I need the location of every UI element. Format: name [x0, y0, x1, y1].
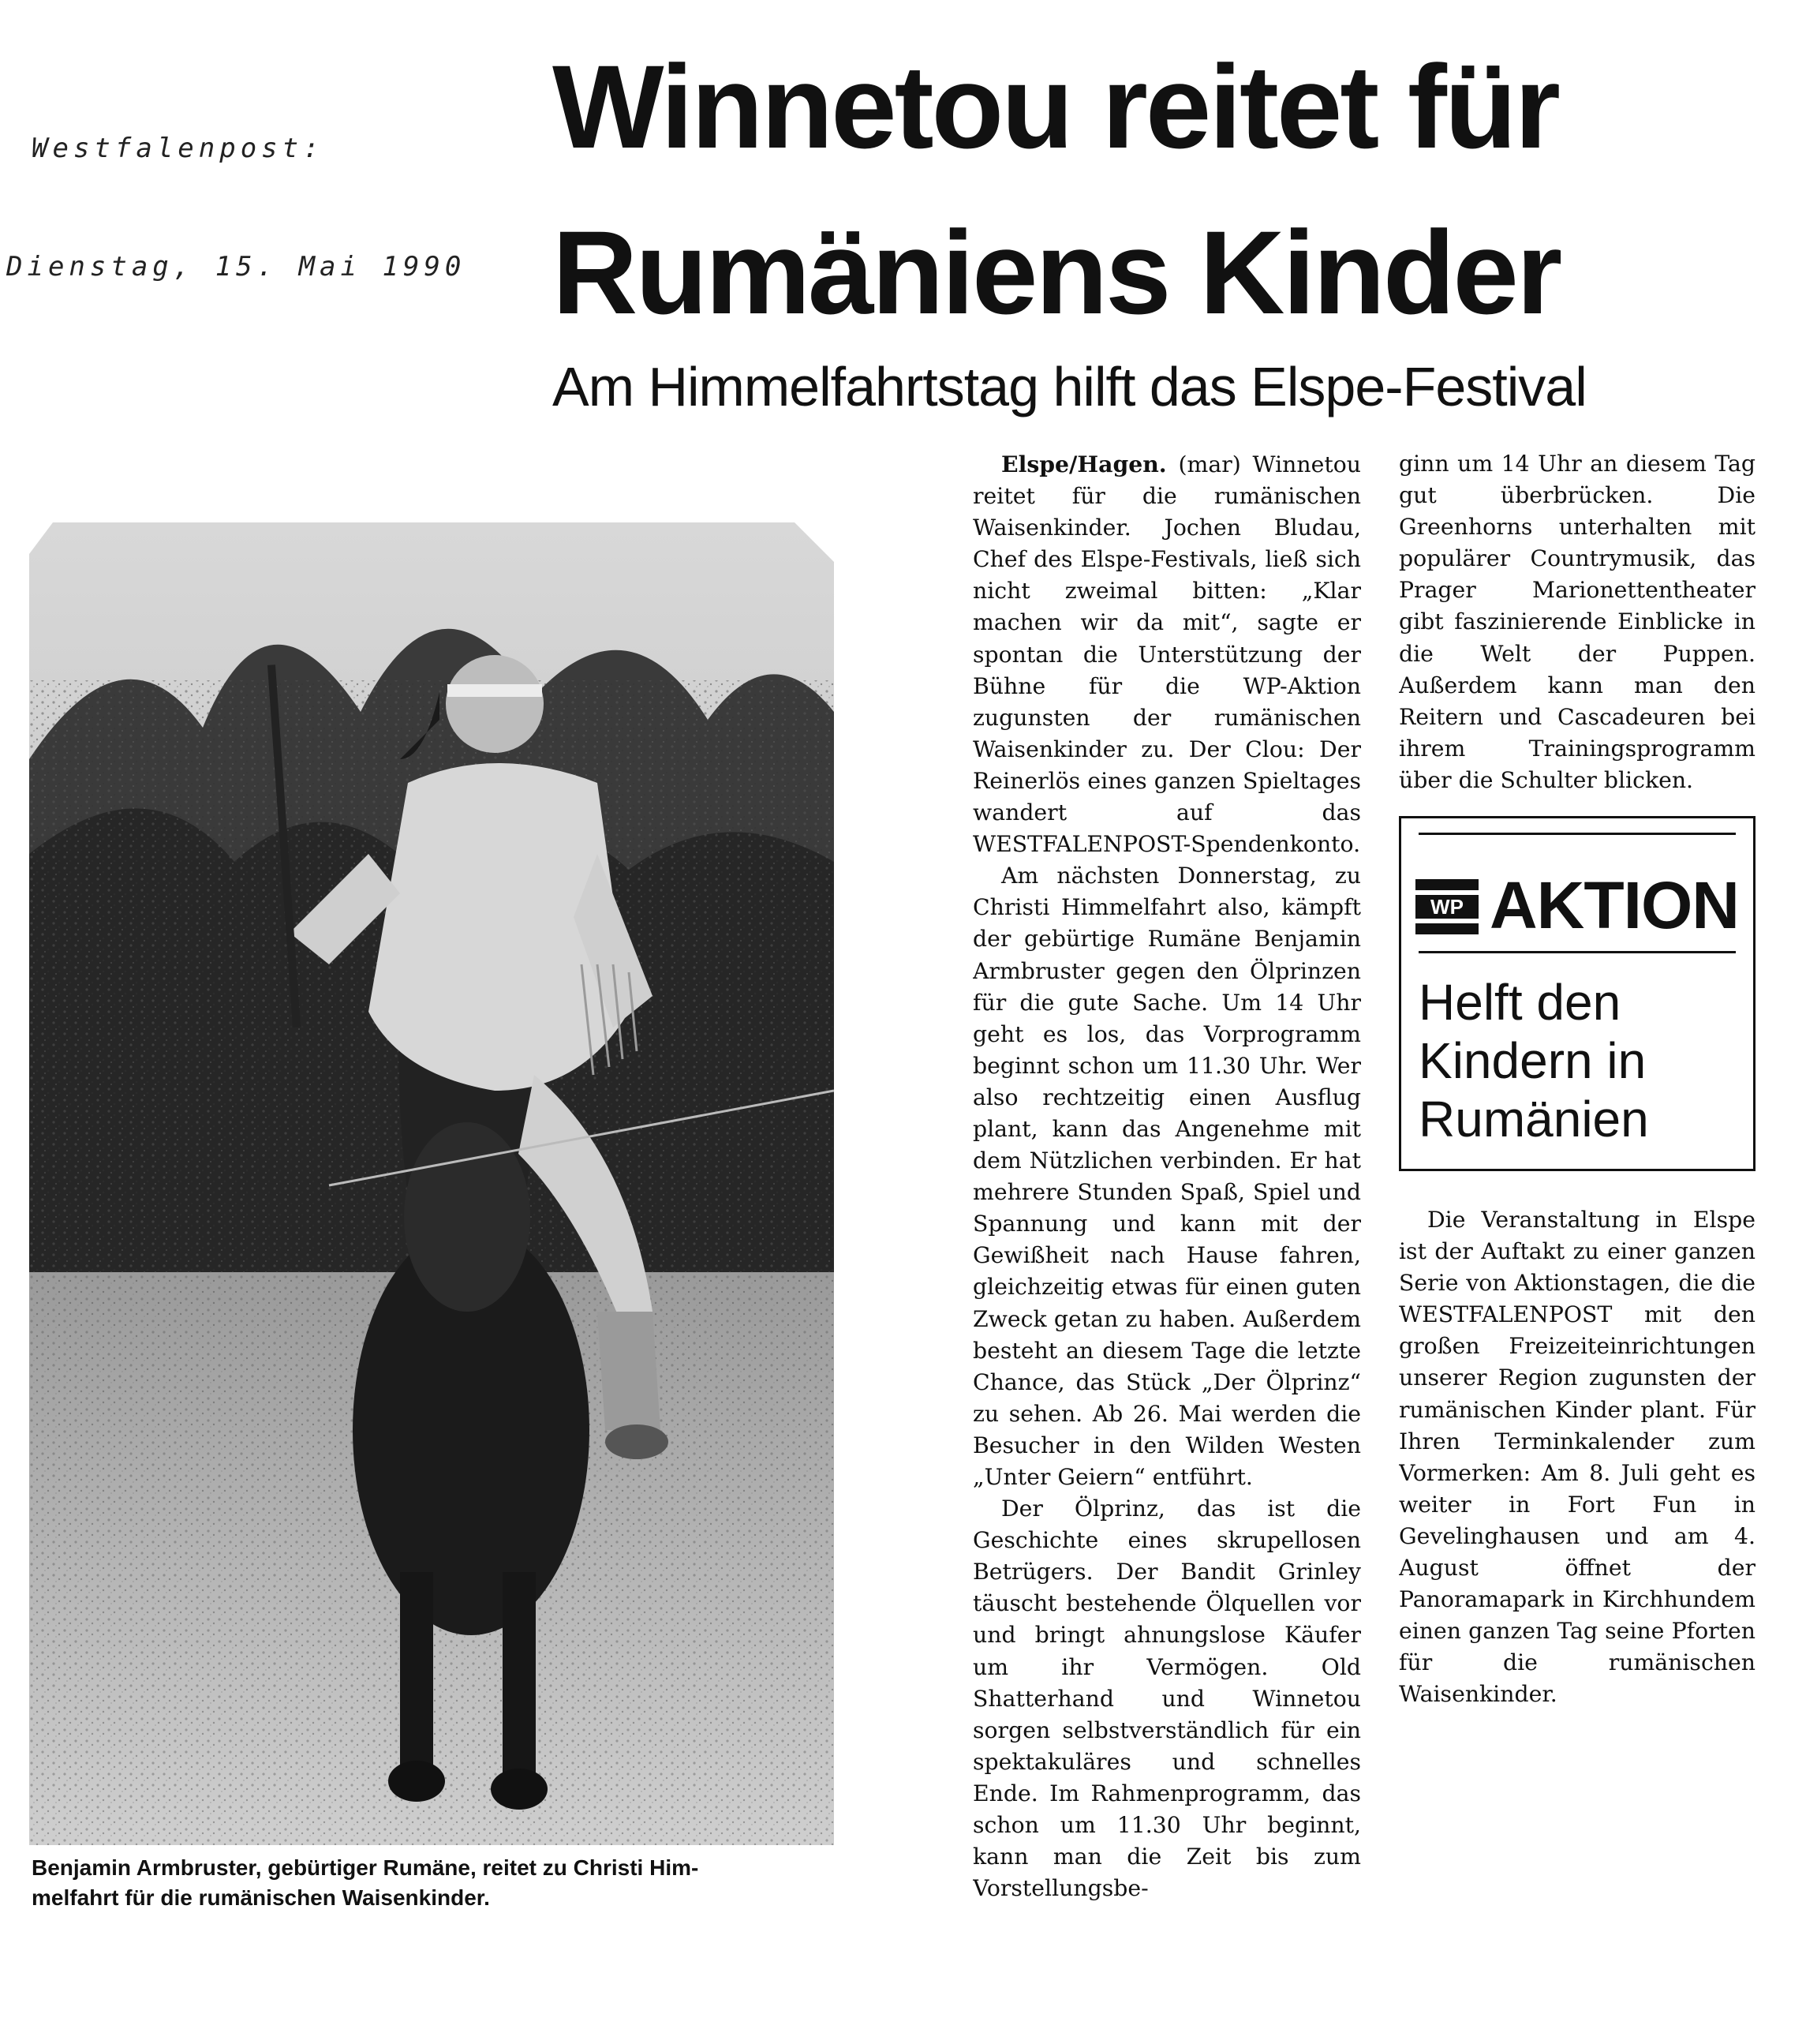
photo-caption: [32, 1853, 844, 1913]
photo-caption-line-2: melfahrt für die rumänischen Waisenkinder.: [32, 1885, 490, 1910]
article-column-2-bottom: [1399, 1204, 1756, 1773]
dateline: Elspe/Hagen.: [1001, 451, 1167, 477]
headline-line-1: Winnetou reitet für: [552, 40, 1558, 173]
article-column-2-top: [1399, 448, 1756, 796]
wp-logo: [1415, 879, 1479, 934]
article-paragraph-4: ginn um 14 Uhr an diesem Tag gut überbrücken. Die Greenhorns unterhalten mit populärer Countrymusik, das Prager Marionettentheater gibt faszinierende Einblicke in die Welt der Puppen. Außerdem kann man den Reitern und Cascadeuren bei ihrem Trainingsprogramm über die Schulter blicken.: [1399, 451, 1756, 793]
aktion-title: AKTION: [1490, 868, 1739, 942]
aktion-slogan: [1419, 973, 1750, 1148]
aktion-slogan-line-1: Helft den: [1419, 974, 1621, 1031]
article-paragraph-1: (mar) Winnetou reitet für die rumänischen Waisenkinder. Jochen Bludau, Chef des Elspe-Festivals, ließ sich nicht zweimal bitten: „Klar machen wir da mit“, sagte er spontan die Unterstützung der Bühne für die WP-Aktion zugunsten der rumänischen Waisenkinder zu. Der Clou: Der Reinerlös eines ganzen Spieltages wandert auf das WESTFALENPOST-Spendenkonto.: [973, 451, 1361, 858]
photo-rider-on-horse: [29, 522, 834, 1845]
subheadline: Am Himmelfahrtstag hilft das Elspe-Festival: [552, 356, 1587, 417]
article-paragraph-5: Die Veranstaltung in Elspe ist der Auftakt zu einer ganzen Serie von Aktionstagen, die die WESTFALENPOST mit den großen Freizeiteinrichtungen unserer Region zugunsten der rumänischen Kinder plant. Für Ihren Terminkalender zum Vormerken: Am 8. Juli geht es weiter in Fort Fun in Gevelinghausen und am 4. August öffnet der Panoramapark in Kirchhundem einen ganzen Tag seine Pforten für die rumänischen Waisenkinder.: [1399, 1207, 1756, 1708]
source-note: Westfalenpost:: [32, 133, 324, 164]
photo-caption-line-1: Benjamin Armbruster, gebürtiger Rumäne, reitet zu Christi Him-: [32, 1855, 699, 1880]
article-column-1: [973, 448, 1361, 2035]
wp-logo-text: WP: [1430, 895, 1464, 919]
box-top-rule: [1419, 833, 1736, 835]
article-paragraph-3: Der Ölprinz, das ist die Geschichte eines skrupellosen Betrügers. Der Bandit Grinley täuscht bestehende Ölquellen vor und bringt ahnungslose Käufer um ihr Vermögen. Old Shatterhand und Winnetou sorgen selbstverständlich für ein spektakuläres und schnelles Ende. Im Rahmenprogramm, das schon um 11.30 Uhr beginnt, kann man die Zeit bis zum Vorstellungsbe-: [973, 1496, 1361, 1902]
headline-line-2: Rumäniens Kinder: [552, 206, 1561, 339]
aktion-box: [1399, 816, 1756, 1171]
aktion-slogan-line-2: Kindern in: [1419, 1032, 1647, 1089]
box-middle-rule: [1419, 951, 1736, 953]
date-note: Dienstag, 15. Mai 1990: [6, 251, 466, 283]
aktion-slogan-line-3: Rumänien: [1419, 1091, 1649, 1147]
article-paragraph-2: Am nächsten Donnerstag, zu Christi Himmelfahrt also, kämpft der gebürtige Rumäne Benjamin Armbruster gegen den Ölprinzen für die gute Sache. Um 14 Uhr geht es los, das Vorprogramm beginnt schon um 11.30 Uhr. Wer also rechtzeitig einen Ausflug plant, kann das Angenehme mit dem Nützlichen verbinden. Er hat mehrere Stunden Spaß, Spiel und Spannung und kann mit der Gewißheit nach Hause fahren, gleichzeitig etwas für einen guten Zweck getan zu haben. Außerdem besteht an diesem Tage die letzte Chance, das Stück „Der Ölprinz“ zu sehen. Ab 26. Mai werden die Besucher in den Wilden Westen „Unter Geiern“ entführt.: [973, 863, 1361, 1490]
